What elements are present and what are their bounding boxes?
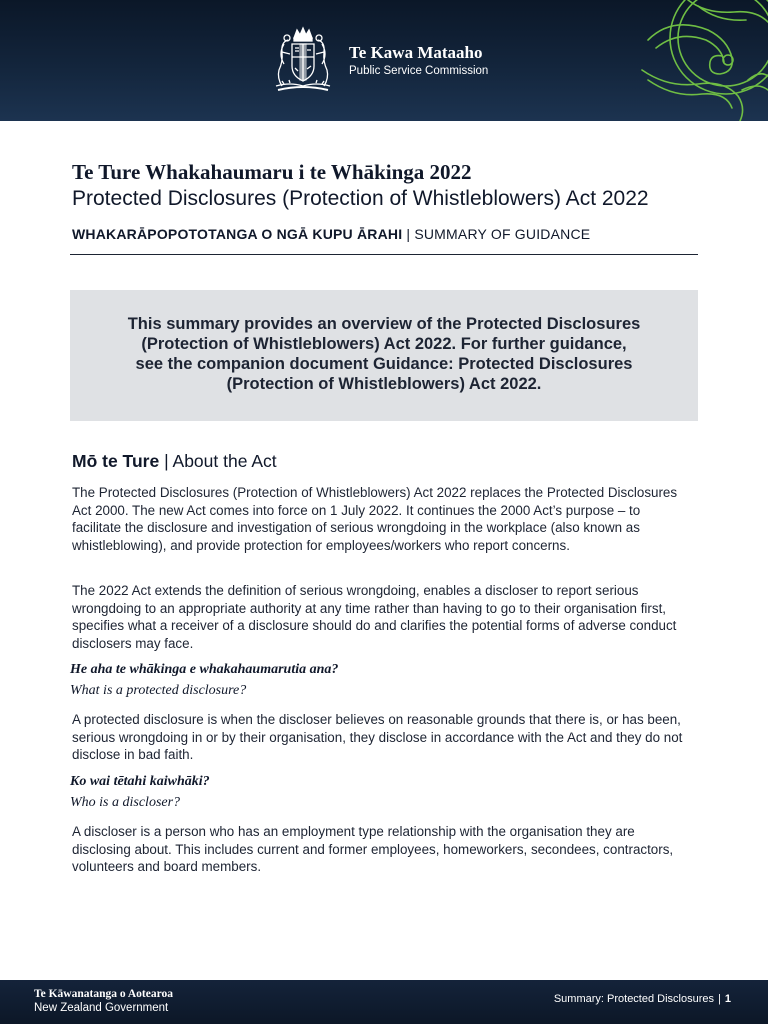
page-number: 1 (724, 993, 731, 1005)
nz-coat-of-arms-icon (264, 24, 342, 96)
summary-label-separator: | (406, 226, 411, 242)
about-paragraph-2: The 2022 Act extends the definition of serious wrongdoing, enables a discloser to report serious wrongdoing to an appropriate authority at any time rather than having to go to their organisation first, specifies what a receiver of a disclosure should do and clarifies the potential forms of adverse conduct disclosers may face. (72, 583, 677, 651)
summary-label-english: SUMMARY OF GUIDANCE (414, 226, 591, 242)
koru-pattern-icon (628, 0, 768, 121)
section-heading-english: About the Act (172, 451, 277, 471)
summary-label (72, 226, 590, 242)
question-discloser-maori: Ko wai tētahi kaiwhāki? (70, 774, 210, 789)
question-protected-disclosure-maori: He aha te whākinga e whakahaumarutia ana? (70, 662, 339, 677)
title-divider (70, 254, 698, 255)
footer-doc-title: Summary: Protected Disclosures (553, 993, 715, 1005)
question-discloser-english: Who is a discloser? (70, 795, 181, 810)
answer-discloser: A discloser is a person who has an employment type relationship with the organisation they are disclosing about. This includes current and former employees, homeworkers, secondees, contractors, volunteers and board members. (72, 824, 674, 874)
summary-label-maori: WHAKARĀPOPOTOTANGA O NGĀ KUPU ĀRAHI (72, 226, 403, 242)
footer-separator: | (718, 993, 721, 1005)
intro-summary-text: This summary provides an overview of the Protected Disclosures (Protection of Whistleblowers) Act 2022. For further guidance, see the companion document Guidance: Protected Disclosures (Protection of Whistleblowers) Act 2022. (127, 315, 641, 393)
org-name: Te Kawa Mataaho (349, 43, 483, 62)
intro-summary-box (70, 290, 698, 421)
footer-gov-maori: Te Kāwanatanga o Aotearoa (34, 988, 173, 1000)
page-footer (0, 980, 768, 1024)
question-protected-disclosure-english: What is a protected disclosure? (70, 683, 247, 698)
footer-doc-label (554, 993, 731, 1005)
title-maori: Te Ture Whakahaumaru i te Whākinga 2022 (72, 160, 472, 184)
section-heading-separator: | (164, 451, 169, 471)
page-header (0, 0, 768, 121)
about-paragraph-1: The Protected Disclosures (Protection of Whistleblowers) Act 2022 replaces the Protected Disclosures Act 2000. The new Act comes into force on 1 July 2022. It continues the 2000 Act’s purpose – to facilitate the disclosure and investigation of serious wrongdoing in the workplace (also known as whistleblowing), and provide protection for employees/workers who report concerns. (72, 485, 678, 553)
section-heading-maori: Mō te Ture (72, 451, 160, 471)
org-subtitle: Public Service Commission (349, 65, 489, 77)
title-english: Protected Disclosures (Protection of Whistleblowers) Act 2022 (72, 187, 649, 210)
answer-protected-disclosure: A protected disclosure is when the discloser believes on reasonable grounds that there is, or has been, serious wrongdoing in or by their organisation, they disclose in accordance with the Act and they do not disclose in bad faith. (72, 712, 683, 762)
section-heading-about (72, 451, 277, 472)
footer-gov-english: New Zealand Government (34, 1002, 169, 1014)
